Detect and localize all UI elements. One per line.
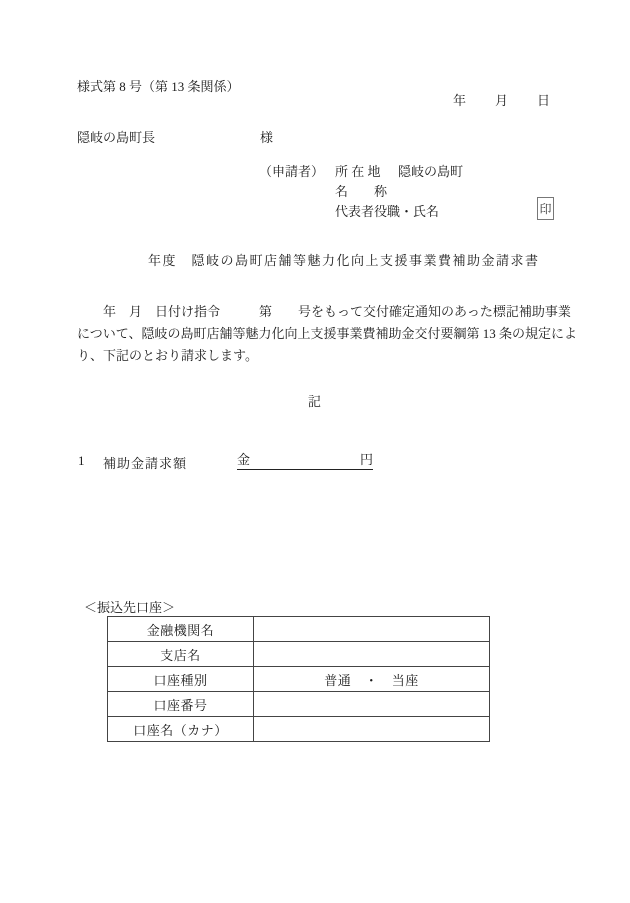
body-line: 年 月 日付け指令 第 号をもって交付確定通知のあった標記補助事業 [77, 304, 571, 319]
bank-name-label: 金融機関名 [108, 617, 254, 641]
applicant-representative-value[interactable] [448, 201, 528, 216]
addressee-honorific: 様 [260, 130, 274, 145]
document-title: 年度 隠岐の島町店舗等魅力化向上支援事業費補助金請求書 [148, 253, 540, 268]
account-number-label: 口座番号 [108, 692, 254, 716]
account-number-field[interactable] [254, 692, 489, 716]
account-holder-kana-label: 口座名（カナ） [108, 717, 254, 741]
bank-account-heading: ＜振込先口座＞ [84, 600, 176, 615]
body-line: り、下記のとおり請求します。 [77, 348, 258, 363]
applicant-representative-label: 代表者役職・氏名 [335, 204, 440, 219]
claim-item-label: 補助金請求額 [103, 456, 188, 471]
branch-name-label: 支店名 [108, 642, 254, 666]
seal-label: 印 [539, 202, 552, 216]
applicant-address-value: 隠岐の島町 [398, 164, 464, 179]
applicant-name-value[interactable] [400, 181, 520, 196]
table-row [108, 716, 489, 741]
seal-box [537, 197, 554, 220]
applicant-name-label: 名 称 [335, 184, 388, 199]
bank-account-table [107, 616, 490, 742]
bank-name-field[interactable] [254, 617, 489, 641]
table-row [108, 666, 489, 691]
account-type-field[interactable]: 普通 ・ 当座 [324, 672, 419, 688]
applicant-address-label: 所 在 地 [335, 164, 381, 179]
section-marker: 記 [307, 394, 322, 409]
table-row [108, 691, 489, 716]
claim-amount-field[interactable] [237, 450, 373, 470]
claim-item-number: 1 [78, 453, 85, 468]
form-number: 様式第 8 号（第 13 条関係） [77, 79, 240, 94]
date-line: 年 月 日 [452, 93, 551, 108]
addressee-name: 隠岐の島町長 [77, 130, 156, 145]
table-row [108, 617, 489, 641]
applicant-heading: （申請者） [259, 164, 325, 179]
body-line: について、隠岐の島町店舗等魅力化向上支援事業費補助金交付要綱第 13 条の規定によ [77, 326, 577, 341]
account-holder-kana-field[interactable] [254, 717, 489, 741]
table-row [108, 641, 489, 666]
branch-name-field[interactable] [254, 642, 489, 666]
amount-suffix: 円 [359, 452, 373, 467]
amount-prefix: 金 [237, 452, 251, 467]
account-type-label: 口座種別 [108, 667, 254, 691]
body-paragraph [77, 301, 577, 367]
